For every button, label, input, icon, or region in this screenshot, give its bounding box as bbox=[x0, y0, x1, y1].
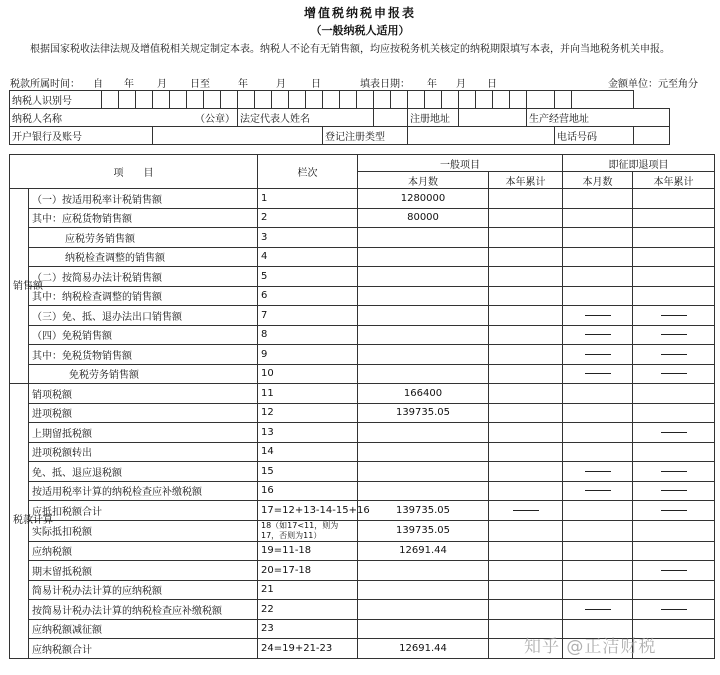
row-label: （四）免税销售额 bbox=[29, 325, 258, 345]
form-title: 增值税纳税申报表 bbox=[303, 6, 416, 20]
na-dash bbox=[661, 373, 687, 374]
fill-date-day: 日 bbox=[487, 79, 497, 90]
taxpayer-id-cell[interactable] bbox=[555, 91, 572, 109]
table-row bbox=[10, 520, 715, 541]
general-month-value[interactable] bbox=[358, 286, 489, 306]
row-label: 进项税额 bbox=[29, 403, 258, 423]
taxpayer-id-cell[interactable] bbox=[204, 91, 221, 109]
general-ytd-value[interactable] bbox=[489, 286, 563, 306]
table-row bbox=[10, 561, 715, 581]
taxpayer-id-cell[interactable] bbox=[187, 91, 204, 109]
general-month-value[interactable] bbox=[358, 619, 489, 639]
taxpayer-id-cell[interactable] bbox=[153, 91, 170, 109]
row-line: 11 bbox=[258, 384, 358, 404]
taxpayer-id-cell[interactable] bbox=[572, 91, 634, 109]
table-row bbox=[10, 481, 715, 501]
row-line: 3 bbox=[258, 228, 358, 248]
section-sales-label: 销售额 bbox=[10, 189, 29, 384]
row-label: 销项税额 bbox=[29, 384, 258, 404]
row-line: 8 bbox=[258, 325, 358, 345]
refund-ytd-na bbox=[633, 423, 715, 443]
refund-ytd-value[interactable] bbox=[633, 580, 715, 600]
table-row bbox=[10, 189, 715, 209]
period-line bbox=[10, 75, 716, 89]
refund-month-na bbox=[563, 481, 633, 501]
na-dash bbox=[585, 315, 611, 316]
general-month-value[interactable] bbox=[358, 423, 489, 443]
row-label: 期末留抵税额 bbox=[29, 561, 258, 581]
general-month-value[interactable]: 1280000 bbox=[358, 189, 489, 209]
reg-type-field[interactable] bbox=[408, 127, 555, 145]
general-month-value[interactable] bbox=[358, 600, 489, 620]
general-month-value[interactable] bbox=[358, 228, 489, 248]
col-general-month: 本月数 bbox=[358, 172, 489, 189]
row-line: 16 bbox=[258, 481, 358, 501]
table-row bbox=[10, 345, 715, 365]
refund-ytd-na bbox=[633, 345, 715, 365]
phone-field[interactable] bbox=[634, 127, 670, 145]
refund-ytd-value[interactable] bbox=[633, 208, 715, 228]
refund-ytd-value[interactable] bbox=[633, 520, 715, 541]
blank-area bbox=[634, 91, 715, 109]
general-ytd-value[interactable] bbox=[489, 228, 563, 248]
taxpayer-id-cell[interactable] bbox=[357, 91, 374, 109]
row-label: 其中：纳税检查调整的销售额 bbox=[29, 286, 258, 306]
refund-month-value[interactable] bbox=[563, 384, 633, 404]
na-dash bbox=[585, 471, 611, 472]
period-label: 税款所属时间： bbox=[10, 79, 80, 90]
general-ytd-value[interactable] bbox=[489, 267, 563, 287]
general-ytd-value[interactable] bbox=[489, 247, 563, 267]
row-line: 22 bbox=[258, 600, 358, 620]
refund-month-value[interactable] bbox=[563, 247, 633, 267]
table-row bbox=[10, 501, 715, 521]
refund-ytd-value[interactable] bbox=[633, 189, 715, 209]
row-label: （三）免、抵、退办法出口销售额 bbox=[29, 306, 258, 326]
general-month-value[interactable] bbox=[358, 267, 489, 287]
bank-field[interactable] bbox=[153, 127, 323, 145]
row-line: 5 bbox=[258, 267, 358, 287]
general-month-value[interactable] bbox=[358, 561, 489, 581]
general-month-value[interactable]: 80000 bbox=[358, 208, 489, 228]
refund-ytd-value[interactable] bbox=[633, 384, 715, 404]
taxpayer-id-cell[interactable] bbox=[476, 91, 493, 109]
watermark: 知乎 @正洁财税 bbox=[524, 637, 657, 657]
row-line: 10 bbox=[258, 364, 358, 384]
period-day-to: 日至 bbox=[190, 79, 210, 90]
legal-rep-field[interactable] bbox=[374, 109, 408, 127]
row-label: 按简易计税办法计算的纳税检查应补缴税额 bbox=[29, 600, 258, 620]
table-row bbox=[10, 286, 715, 306]
row-line: 15 bbox=[258, 462, 358, 482]
row-label: 进项税额转出 bbox=[29, 442, 258, 462]
reg-type-label: 登记注册类型 bbox=[323, 127, 408, 145]
bank-label: 开户银行及账号 bbox=[10, 127, 153, 145]
refund-ytd-value[interactable] bbox=[633, 228, 715, 248]
general-ytd-value[interactable] bbox=[489, 306, 563, 326]
period-from-month: 月 bbox=[157, 79, 167, 90]
row-line: 17=12+13-14-15+16 bbox=[258, 501, 358, 521]
section-tax-label: 税款计算 bbox=[10, 384, 29, 659]
na-dash bbox=[661, 334, 687, 335]
table-row bbox=[10, 267, 715, 287]
table-row bbox=[10, 600, 715, 620]
row-line: 21 bbox=[258, 580, 358, 600]
refund-month-na bbox=[563, 462, 633, 482]
general-month-value[interactable]: 139735.05 bbox=[358, 403, 489, 423]
refund-ytd-value[interactable] bbox=[633, 267, 715, 287]
refund-ytd-na bbox=[633, 462, 715, 482]
taxpayer-id-label: 纳税人识别号 bbox=[10, 91, 102, 109]
row-label: 应纳税额减征额 bbox=[29, 619, 258, 639]
general-ytd-value[interactable] bbox=[489, 208, 563, 228]
general-ytd-na bbox=[489, 501, 563, 521]
taxpayer-id-cell[interactable] bbox=[408, 91, 425, 109]
row-line: 1 bbox=[258, 189, 358, 209]
row-label: （二）按简易办法计税销售额 bbox=[29, 267, 258, 287]
taxpayer-id-cell[interactable] bbox=[119, 91, 136, 109]
row-label: 上期留抵税额 bbox=[29, 423, 258, 443]
taxpayer-id-cell[interactable] bbox=[136, 91, 153, 109]
na-dash bbox=[661, 490, 687, 491]
refund-ytd-na bbox=[633, 600, 715, 620]
na-dash bbox=[585, 609, 611, 610]
col-general-header: 一般项目 bbox=[358, 155, 563, 172]
general-ytd-value[interactable] bbox=[489, 403, 563, 423]
general-ytd-value[interactable] bbox=[489, 481, 563, 501]
declaration-table bbox=[9, 154, 715, 659]
refund-month-value[interactable] bbox=[563, 208, 633, 228]
taxpayer-id-cell[interactable] bbox=[374, 91, 391, 109]
refund-month-value[interactable] bbox=[563, 580, 633, 600]
table-row bbox=[10, 247, 715, 267]
row-line: 14 bbox=[258, 442, 358, 462]
legal-rep-label: 法定代表人姓名 bbox=[238, 109, 374, 127]
na-dash bbox=[661, 315, 687, 316]
col-refund-ytd: 本年累计 bbox=[633, 172, 715, 189]
general-month-value[interactable] bbox=[358, 345, 489, 365]
na-dash bbox=[513, 510, 539, 511]
taxpayer-info-table bbox=[9, 90, 714, 145]
refund-ytd-na bbox=[633, 561, 715, 581]
general-ytd-value[interactable] bbox=[489, 520, 563, 541]
taxpayer-id-cell[interactable] bbox=[221, 91, 238, 109]
na-dash bbox=[585, 490, 611, 491]
refund-month-value[interactable] bbox=[563, 189, 633, 209]
row-label: 按适用税率计算的纳税检查应补缴税额 bbox=[29, 481, 258, 501]
refund-ytd-value[interactable] bbox=[633, 247, 715, 267]
period-from-year: 年 bbox=[124, 79, 134, 90]
refund-ytd-na bbox=[633, 481, 715, 501]
row-label: 纳税检查调整的销售额 bbox=[29, 247, 258, 267]
row-line: 2 bbox=[258, 208, 358, 228]
reg-address-label: 注册地址 bbox=[408, 109, 459, 127]
general-ytd-value[interactable] bbox=[489, 345, 563, 365]
table-row bbox=[10, 403, 715, 423]
taxpayer-id-cell[interactable] bbox=[170, 91, 187, 109]
table-row bbox=[10, 541, 715, 561]
table-row bbox=[10, 306, 715, 326]
row-label: 应纳税额 bbox=[29, 541, 258, 561]
row-line: 7 bbox=[258, 306, 358, 326]
col-general-ytd: 本年累计 bbox=[489, 172, 563, 189]
general-ytd-value[interactable] bbox=[489, 442, 563, 462]
refund-ytd-na bbox=[633, 364, 715, 384]
period-to-year: 年 bbox=[238, 79, 248, 90]
amount-unit: 金额单位：元至角分 bbox=[608, 79, 698, 90]
col-line-header: 栏次 bbox=[258, 155, 358, 189]
refund-month-na bbox=[563, 600, 633, 620]
row-label: 免、抵、退应退税额 bbox=[29, 462, 258, 482]
general-ytd-value[interactable] bbox=[489, 189, 563, 209]
taxpayer-id-cell[interactable] bbox=[391, 91, 408, 109]
refund-ytd-value[interactable] bbox=[633, 403, 715, 423]
row-label: 实际抵扣税额 bbox=[29, 520, 258, 541]
na-dash bbox=[585, 334, 611, 335]
biz-address-label: 生产经营地址 bbox=[527, 109, 670, 127]
table-row bbox=[10, 462, 715, 482]
refund-month-value[interactable] bbox=[563, 403, 633, 423]
taxpayer-name-field[interactable] bbox=[10, 109, 238, 127]
period-to-month: 月 bbox=[276, 79, 286, 90]
col-item-header: 项 目 bbox=[10, 155, 258, 189]
row-line: 4 bbox=[258, 247, 358, 267]
general-ytd-value[interactable] bbox=[489, 423, 563, 443]
refund-ytd-na bbox=[633, 501, 715, 521]
form-subtitle: （一般纳税人适用） bbox=[310, 24, 410, 37]
table-row bbox=[10, 384, 715, 404]
general-month-value[interactable]: 139735.05 bbox=[358, 520, 489, 541]
general-month-value[interactable] bbox=[358, 364, 489, 384]
row-line: 12 bbox=[258, 403, 358, 423]
reg-address-field[interactable] bbox=[459, 109, 527, 127]
na-dash bbox=[585, 354, 611, 355]
refund-month-value[interactable] bbox=[563, 267, 633, 287]
row-line: 18（如17<11，则为17，否则为11） bbox=[258, 520, 358, 541]
general-ytd-value[interactable] bbox=[489, 462, 563, 482]
general-month-value[interactable] bbox=[358, 306, 489, 326]
table-row bbox=[10, 208, 715, 228]
general-ytd-value[interactable] bbox=[489, 325, 563, 345]
row-line: 13 bbox=[258, 423, 358, 443]
refund-month-value[interactable] bbox=[563, 442, 633, 462]
refund-month-na bbox=[563, 325, 633, 345]
col-refund-month: 本月数 bbox=[563, 172, 633, 189]
taxpayer-id-cell[interactable] bbox=[459, 91, 476, 109]
row-label: （一）按适用税率计税销售额 bbox=[29, 189, 258, 209]
na-dash bbox=[661, 432, 687, 433]
taxpayer-id-cell[interactable] bbox=[323, 91, 340, 109]
phone-label: 电话号码 bbox=[555, 127, 634, 145]
row-label: 免税劳务销售额 bbox=[29, 364, 258, 384]
refund-month-na bbox=[563, 306, 633, 326]
taxpayer-id-cell[interactable] bbox=[255, 91, 272, 109]
na-dash bbox=[661, 510, 687, 511]
refund-month-value[interactable] bbox=[563, 423, 633, 443]
refund-month-value[interactable] bbox=[563, 561, 633, 581]
general-ytd-value[interactable] bbox=[489, 580, 563, 600]
refund-ytd-value[interactable] bbox=[633, 541, 715, 561]
general-ytd-value[interactable] bbox=[489, 600, 563, 620]
table-row bbox=[10, 423, 715, 443]
general-ytd-value[interactable] bbox=[489, 541, 563, 561]
general-month-value[interactable]: 139735.05 bbox=[358, 501, 489, 521]
taxpayer-id-cell[interactable] bbox=[102, 91, 119, 109]
row-label: 其中：免税货物销售额 bbox=[29, 345, 258, 365]
refund-month-value[interactable] bbox=[563, 286, 633, 306]
na-dash bbox=[661, 354, 687, 355]
general-month-value[interactable]: 166400 bbox=[358, 384, 489, 404]
row-line: 23 bbox=[258, 619, 358, 639]
table-row bbox=[10, 580, 715, 600]
row-line: 20=17-18 bbox=[258, 561, 358, 581]
row-line: 9 bbox=[258, 345, 358, 365]
taxpayer-id-cell[interactable] bbox=[510, 91, 527, 109]
row-line: 24=19+21-23 bbox=[258, 639, 358, 659]
refund-month-value[interactable] bbox=[563, 520, 633, 541]
table-row bbox=[10, 364, 715, 384]
form-notice: 根据国家税收法律法规及增值税相关规定制定本表。纳税人不论有无销售额，均应按税务机关核定的纳税期限填写本表，并向当地税务机关申报。 bbox=[30, 44, 670, 55]
row-label: 其中：应税货物销售额 bbox=[29, 208, 258, 228]
row-label: 应税劳务销售额 bbox=[29, 228, 258, 248]
fill-date-year: 年 bbox=[427, 79, 437, 90]
row-line: 19=11-18 bbox=[258, 541, 358, 561]
taxpayer-id-cell[interactable] bbox=[527, 91, 555, 109]
taxpayer-id-cell[interactable] bbox=[425, 91, 442, 109]
taxpayer-id-cell[interactable] bbox=[238, 91, 255, 109]
taxpayer-id-cell[interactable] bbox=[493, 91, 510, 109]
row-label: 应抵扣税额合计 bbox=[29, 501, 258, 521]
general-month-value[interactable] bbox=[358, 580, 489, 600]
seal-label: （公章） bbox=[195, 114, 235, 125]
general-month-value[interactable] bbox=[358, 325, 489, 345]
table-row bbox=[10, 442, 715, 462]
general-month-value[interactable]: 12691.44 bbox=[358, 541, 489, 561]
refund-month-value[interactable] bbox=[563, 228, 633, 248]
refund-month-value[interactable] bbox=[563, 501, 633, 521]
na-dash bbox=[661, 471, 687, 472]
taxpayer-id-cell[interactable] bbox=[272, 91, 289, 109]
general-month-value[interactable]: 12691.44 bbox=[358, 639, 489, 659]
taxpayer-id-cell[interactable] bbox=[289, 91, 306, 109]
na-dash bbox=[661, 609, 687, 610]
table-row bbox=[10, 228, 715, 248]
col-refund-header: 即征即退项目 bbox=[563, 155, 715, 172]
general-month-value[interactable] bbox=[358, 481, 489, 501]
taxpayer-id-cell[interactable] bbox=[306, 91, 323, 109]
fill-date-month: 月 bbox=[456, 79, 466, 90]
general-ytd-value[interactable] bbox=[489, 561, 563, 581]
taxpayer-name-label: 纳税人名称 bbox=[12, 114, 62, 125]
refund-month-na bbox=[563, 345, 633, 365]
row-line: 6 bbox=[258, 286, 358, 306]
general-ytd-value[interactable] bbox=[489, 384, 563, 404]
general-month-value[interactable] bbox=[358, 462, 489, 482]
na-dash bbox=[661, 570, 687, 571]
fill-date-label: 填表日期： bbox=[360, 79, 410, 90]
refund-ytd-value[interactable] bbox=[633, 286, 715, 306]
period-from: 自 bbox=[93, 79, 103, 90]
general-ytd-value[interactable] bbox=[489, 364, 563, 384]
period-to-day: 日 bbox=[311, 79, 321, 90]
row-label: 简易计税办法计算的应纳税额 bbox=[29, 580, 258, 600]
refund-ytd-na bbox=[633, 306, 715, 326]
taxpayer-id-cell[interactable] bbox=[340, 91, 357, 109]
refund-ytd-na bbox=[633, 325, 715, 345]
table-row bbox=[10, 325, 715, 345]
taxpayer-id-cell[interactable] bbox=[442, 91, 459, 109]
refund-month-na bbox=[563, 364, 633, 384]
refund-month-value[interactable] bbox=[563, 541, 633, 561]
refund-ytd-value[interactable] bbox=[633, 442, 715, 462]
general-month-value[interactable] bbox=[358, 442, 489, 462]
general-month-value[interactable] bbox=[358, 247, 489, 267]
row-label: 应纳税额合计 bbox=[29, 639, 258, 659]
na-dash bbox=[585, 373, 611, 374]
